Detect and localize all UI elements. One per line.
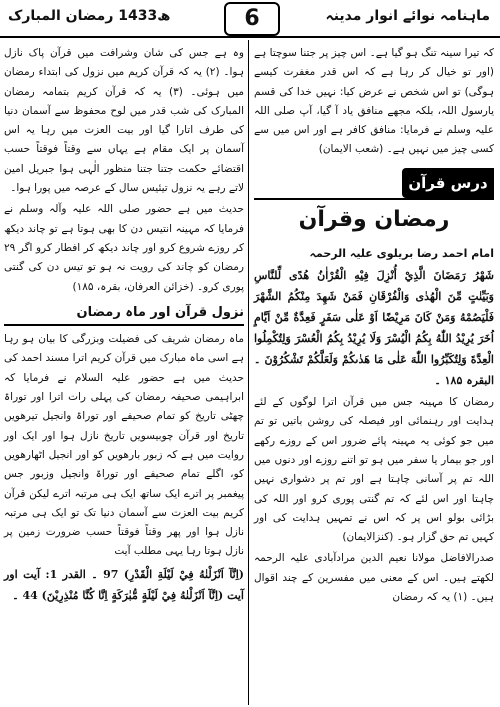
paragraph: وہ ہے جس کی شان وشرافت میں قرآن پاک نازل ہوا۔ (۲) یہ کہ قرآن کریم میں نزول کی ابتداء رمضان میں ہوئی۔ (۳) یہ کہ قرآن کریم بتمامہ رمضان المبارک کی شب قدر میں لوح محفوظ سے آسمان دنیا کی طرف اتارا گیا اور بیت العزت میں رہا یہ اس آسمان پر ایک مقام ہے یہاں سے وقتاً فوقتاً حسب اقتضائے حکمت جتنا جتنا منظور الٰہی ہوا جبریل امین لاتے رہے یہ نزول تیئیس سال کے عرصہ میں پورا ہوا۔ (4, 47, 244, 195)
paragraph: ماہ رمضان شریف کی فضیلت وبزرگی کا بیان ہو رہا ہے اسی ماہ مبارک میں قرآن کریم اترا مسند احمد کی حدیث میں ہے حضور علیہ السلام نے فرمایا کہ ابراہیمی صحیفہ رمضان کی پہلی رات اترا اور توراۃ چھٹی تاریخ کو تمام صحیفے اور توراۃ وانجیل تیرھویں تاریخ اور قرآن چوبیسویں تاریخ نازل ہوا اور ایک اور روایت میں ہے کہ زبور بارھویں کو اور انجیل اٹھارھویں کو، اگلے تمام صحیفے اور توراۃ وانجیل وزبور جس پیغمبر پر اترے ایک ساتھ ایک ہی مرتبہ اترے لیکن قرآن کریم بیت العزت سے آسمان دنیا تک تو ایک ہی مرتبہ نازل ہوا اور پھر وقتاً فوقتاً حسب ضرورت زمین پر نازل ہوتا رہا یہی مطلب آیت (4, 333, 244, 558)
left-column (4, 44, 244, 608)
section-label: درس قرآن (402, 168, 494, 198)
paragraph: صدرالافاضل مولانا نعیم الدین مرادآبادی علیہ الرحمہ لکھتے ہیں۔ اس کے معنی میں مفسرین کے چند اقوال ہیں۔ (۱) یہ کہ رمضان (254, 552, 494, 604)
paragraph: کہ تیرا سینہ تنگ ہو گیا ہے۔ اس چیز پر جتنا سوچتا ہے (اور تو خیال کر رہا ہے کہ اس قدر مغفرت کیسے ہوگی) تو اس شخص نے عرض کیا: نہیں خدا کی قسم یارسول اللہ، بلکہ مجھے منافق یاد آ گیا، آپ صلی اللہ علیہ وسلم نے فرمایا: منافق کافر ہے اور اس میں سے کسی چیز میں نہیں ہے۔ (شعب الایمان) (254, 47, 494, 156)
column-divider (248, 40, 249, 705)
quran-verse-reference: (اِنَّآ اَنْزَلْنٰهُ فِيْ لَيْلَةِ الْقَدْرِ) 97 ۔ القدر 1: آیت اور آیت (اِنَّآ اَنْزَلْنٰهُ فِيْ لَيْلَةٍ مُّبٰرَكَةٍ اِنَّا كُنَّا مُنْذِرِيْنَ) 44 ۔ (4, 567, 244, 602)
page-number: 6 (224, 2, 280, 36)
section-rule (254, 198, 494, 200)
article-title: رمضان وقرآن (298, 206, 450, 232)
issue-date: ھ1433 رمضان المبارک (8, 8, 171, 24)
paragraph: حدیث میں ہے حضور صلی اللہ علیہ وآلہ وسلم نے فرمایا کہ مہینہ انتیس دن کا بھی ہوتا ہے تو چاند دیکھ کر روزے شروع کرو اور چاند دیکھ کر افطار کرو اگر ۲۹ رمضان کو چاند کی رویت نہ ہو تو تیس دن کی گنتی پوری کرو۔ (خزائن العرفان، بقرہ، ۱۸۵) (4, 203, 244, 293)
page-header (0, 0, 500, 38)
subheading (4, 303, 244, 326)
quran-verse: شَهْرُ رَمَضَانَ الَّذِيْ أُنْزِلَ فِيْهِ الْقُرْاٰنُ هُدًى لِّلنَّاسِ وَبَيِّنٰتٍ مِّنَ الْهُدٰى وَالْفُرْقَانِ فَمَنْ شَهِدَ مِنْكُمُ الشَّهْرَ فَلْيَصُمْهُ وَمَنْ كَانَ مَرِيْضًا اَوْ عَلٰى سَفَرٍ فَعِدَّةٌ مِّنْ اَيَّامٍ اُخَرَ يُرِيْدُ اللّٰهُ بِكُمُ الْيُسْرَ وَلَا يُرِيْدُ بِكُمُ الْعُسْرَ وَلِتُكْمِلُوا الْعِدَّةَ وَلِتُكَبِّرُوا اللّٰهَ عَلٰى مَا هَدٰىكُمْ وَلَعَلَّكُمْ تَشْكُرُوْنَ ۔ البقرہ ۱۸۵ ۔ (254, 269, 494, 388)
subheading-text: نزول قرآن اور ماہ رمضان (76, 304, 244, 320)
article-author: امام احمد رضا بریلوی علیہ الرحمہ (309, 246, 494, 260)
section-header (254, 168, 494, 240)
magazine-name: ماہنامہ نوائے انوار مدینہ (325, 8, 490, 24)
verse-translation: رمضان کا مہینہ جس میں قرآن اترا لوگوں کے لئے ہدایت اور رہنمائی اور فیصلہ کی روشن باتیں تو تم میں جو کوئی یہ مہینہ پائے ضرور اس کے روزے رکھے اور جو بیمار یا سفر میں ہو تو اتنے روزے اور دنوں میں اللہ تم پر آسانی چاہتا ہے اور تم پر دشواری نہیں چاہتا اور اس لئے کہ تم گنتی پوری کرو اور اللہ کی بڑائی بولو اس پر کہ اس نے تمہیں ہدایت کی اور کہیں تم حق گزار ہو۔ (کنزالایمان) (254, 396, 494, 544)
right-column (254, 44, 494, 609)
